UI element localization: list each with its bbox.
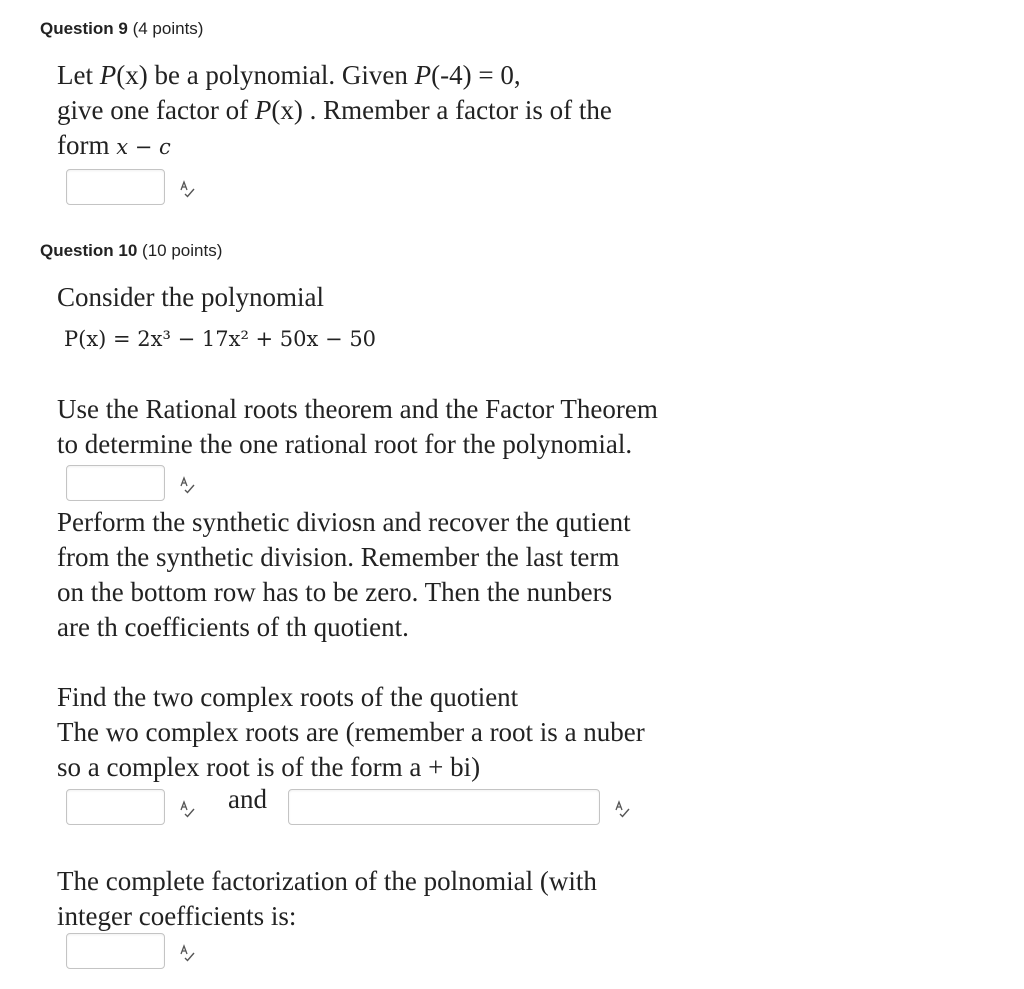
question-10-para5-line2: integer coefficients is: <box>57 901 297 931</box>
form-math: x − c <box>116 135 171 159</box>
complex-root-1-input[interactable] <box>66 789 165 825</box>
complex-root-2-input[interactable] <box>288 789 600 825</box>
question-10-para3-line2: from the synthetic division. Remember the last term <box>57 542 620 572</box>
question-10-para3-line1: Perform the synthetic diviosn and recover the qutient <box>57 507 631 537</box>
text-span: . Rmember a factor is of the <box>302 95 612 125</box>
text-span: Let <box>57 60 100 90</box>
spellcheck-icon[interactable] <box>178 944 196 962</box>
rational-root-input[interactable] <box>66 465 165 501</box>
question-10-para2-line2: to determine the one rational root for the polynomial. <box>57 429 633 459</box>
text-span: P <box>414 60 432 90</box>
text-span: be a polynomial. Given <box>147 60 415 90</box>
question-9-text-line2 <box>57 93 612 128</box>
question-10-para3-line4: are th coefficients of th quotient. <box>57 612 409 642</box>
question-10-para3-line3: on the bottom row has to be zero. Then the nunbers <box>57 577 613 607</box>
q9-factor-input[interactable] <box>66 169 165 205</box>
text-span: (-4) = 0, <box>431 60 521 90</box>
text-span: (x) <box>271 95 303 125</box>
question-9-title: Question 9 <box>40 19 128 38</box>
question-10-para4-line2: The wo complex roots are (remember a root is a nuber <box>57 717 645 747</box>
question-9-points: (4 points) <box>132 19 204 38</box>
question-10-points: (10 points) <box>142 241 223 260</box>
spellcheck-icon[interactable] <box>178 180 196 198</box>
text-span: give one factor of <box>57 95 255 125</box>
question-9-text-line1 <box>57 58 521 93</box>
factorization-input[interactable] <box>66 933 165 969</box>
spellcheck-icon[interactable] <box>178 476 196 494</box>
spellcheck-icon[interactable] <box>613 800 631 818</box>
text-span: (x) <box>116 60 148 90</box>
question-10-para4-line1: Find the two complex roots of the quotient <box>57 682 519 712</box>
and-label: and <box>228 784 267 814</box>
text-span: P <box>99 60 117 90</box>
question-9-header <box>40 19 203 39</box>
question-10-para2-line1: Use the Rational roots theorem and the Factor Theorem <box>57 394 658 424</box>
text-span: form <box>57 130 117 160</box>
question-9-text-line3 <box>57 128 171 165</box>
question-10-title: Question 10 <box>40 241 138 260</box>
polynomial-expression: P(x) = 2x³ − 17x² + 50x − 50 <box>64 327 377 351</box>
question-10-consider: Consider the polynomial <box>57 282 324 312</box>
question-10-para4-line3: so a complex root is of the form a + bi) <box>57 752 481 782</box>
question-10-header <box>40 241 222 261</box>
spellcheck-icon[interactable] <box>178 800 196 818</box>
question-10-para5-line1: The complete factorization of the polnomial (with <box>57 866 597 896</box>
text-span: P <box>254 95 272 125</box>
